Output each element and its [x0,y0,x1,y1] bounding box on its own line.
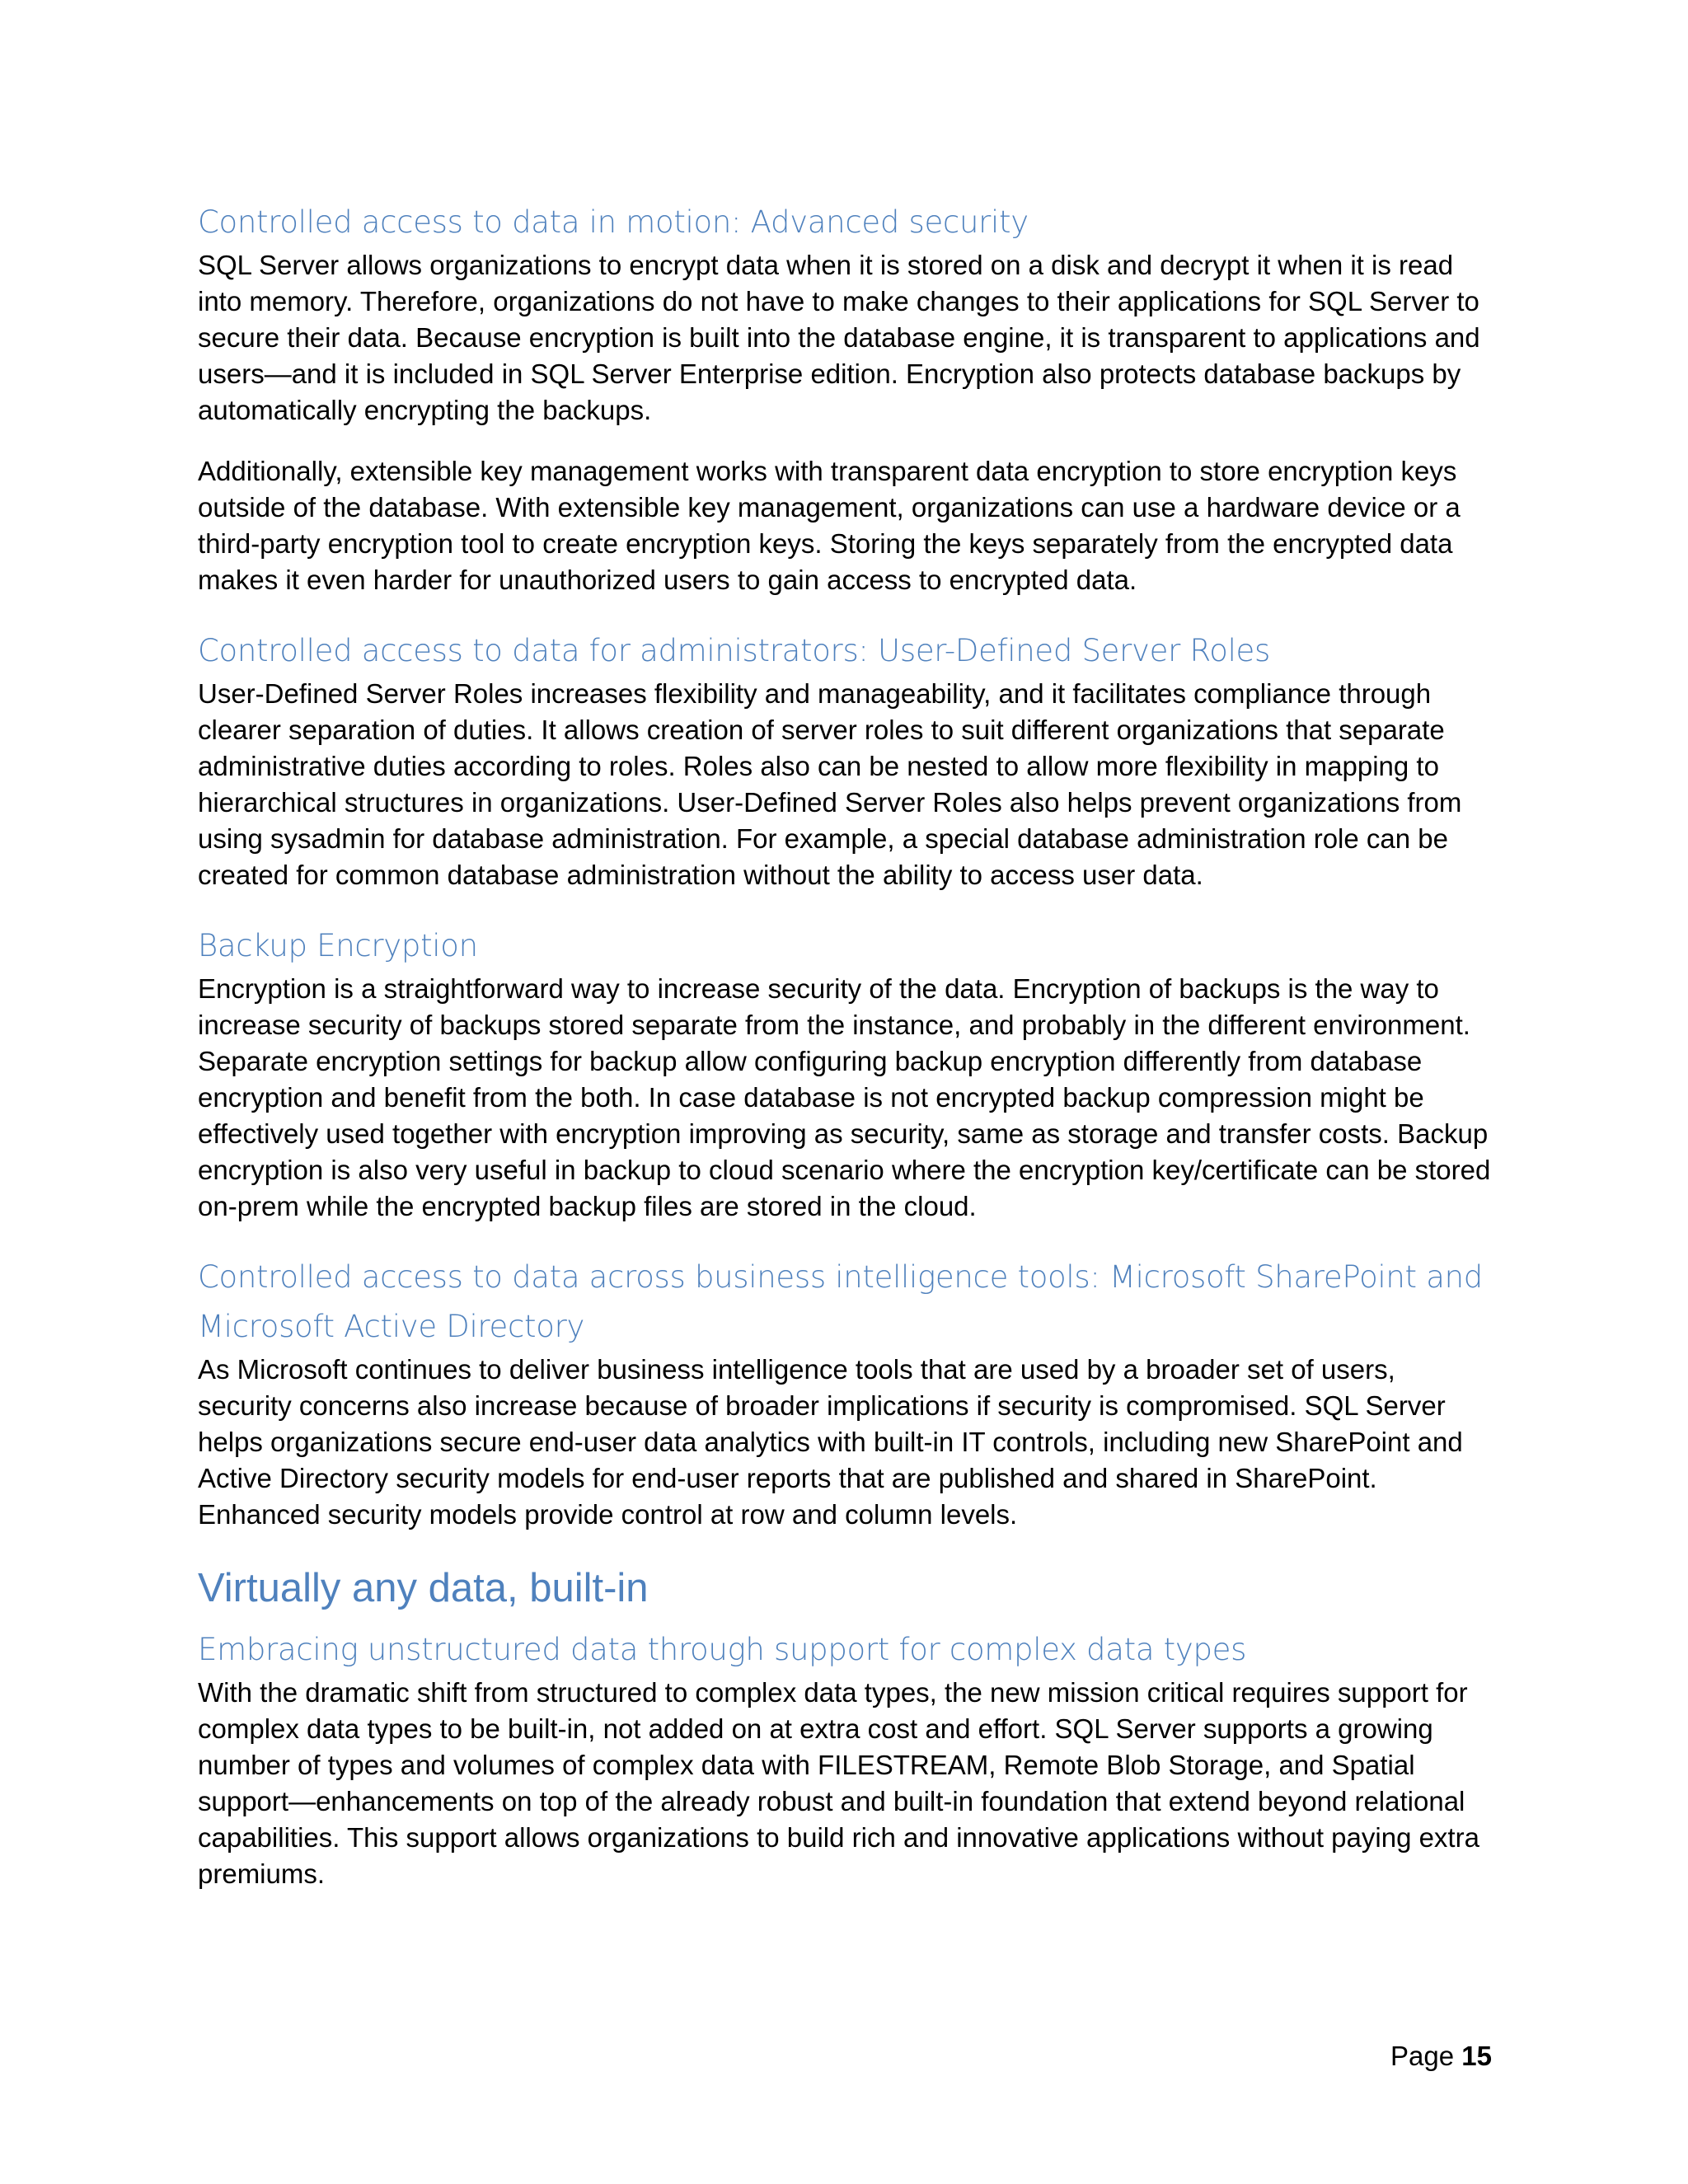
section-heading: Controlled access to data for administrators: User-Defined Server Roles [198,633,1270,668]
paragraph: User-Defined Server Roles increases flexibility and manageability, and it facilitates compliance through clearer separation of duties. It allows creation of server roles to suit different organizations that separate administrative duties according to roles. Roles also can be nested to allow more flexibility in mapping to hierarchical structures in organizations. User-Defined Server Roles also helps prevent organizations from using sysadmin for database administration. For example, a special database administration role can be created for common database administration without the ability to access user data. [198,678,1462,890]
section-user-defined-server-roles [198,626,1492,893]
section-advanced-security [198,198,1492,598]
paragraph: With the dramatic shift from structured to complex data types, the new mission critical requires support for complex data types to be built-in, not added on at extra cost and effort. SQL Server supports a growing number of types and volumes of complex data with FILESTREAM, Remote Blob Storage, and Spatial support—enhancements on top of the already robust and built-in foundation that extend beyond relational capabilities. This support allows organizations to build rich and innovative applications without paying extra premiums. [198,1677,1479,1889]
section-heading: Controlled access to data in motion: Advanced security [198,204,1029,240]
paragraph: SQL Server allows organizations to encrypt data when it is stored on a disk and decrypt it when it is read into memory. Therefore, organizations do not have to make changes to their applications for SQL Server to secure their data. Because encryption is built into the database engine, it is transparent to applications and users—and it is included in SQL Server Enterprise edition. Encryption also protects database backups by automatically encrypting the backups. [198,250,1480,425]
section-backup-encryption [198,921,1492,1225]
paragraph: As Microsoft continues to deliver business intelligence tools that are used by a broader set of users, security concerns also increase because of broader implications if security is compromised. SQL Server helps organizations secure end-user data analytics with built-in IT controls, including new SharePoint and Active Directory security models for end-user reports that are published and shared in SharePoint. Enhanced security models provide control at row and column levels. [198,1354,1463,1530]
section-business-intelligence [198,1253,1492,1533]
paragraph: Additionally, extensible key management works with transparent data encryption to store encryption keys outside of the database. With extensible key management, organizations can use a hardware device or a third-party encryption tool to create encryption keys. Storing the keys separately from the encrypted data makes it even harder for unauthorized users to gain access to encrypted data. [198,456,1461,595]
page-content [198,198,1492,1920]
page-number: 15 [1461,2041,1492,2071]
page-footer [1390,2041,1492,2072]
paragraph: Encryption is a straightforward way to increase security of the data. Encryption of backups is the way to increase security of backups stored separate from the instance, and probably in the different environment. Separate encryption settings for backup allow configuring backup encryption differently from database encryption and benefit from the both. In case database is not encrypted backup compression might be effectively used together with encryption improving as security, same as storage and transfer costs. Backup encryption is also very useful in backup to cloud scenario where the encryption key/certificate can be stored on-prem while the encrypted backup files are stored in the cloud. [198,973,1491,1221]
section-heading: Backup Encryption [198,928,478,963]
section-complex-data-types [198,1625,1492,1892]
section-heading: Controlled access to data across business intelligence tools: Microsoft SharePoint and Microsoft Active Directory [198,1259,1483,1344]
page-label: Page [1390,2041,1462,2071]
main-heading: Virtually any data, built-in [198,1566,649,1610]
section-heading: Embracing unstructured data through support for complex data types [198,1632,1247,1667]
